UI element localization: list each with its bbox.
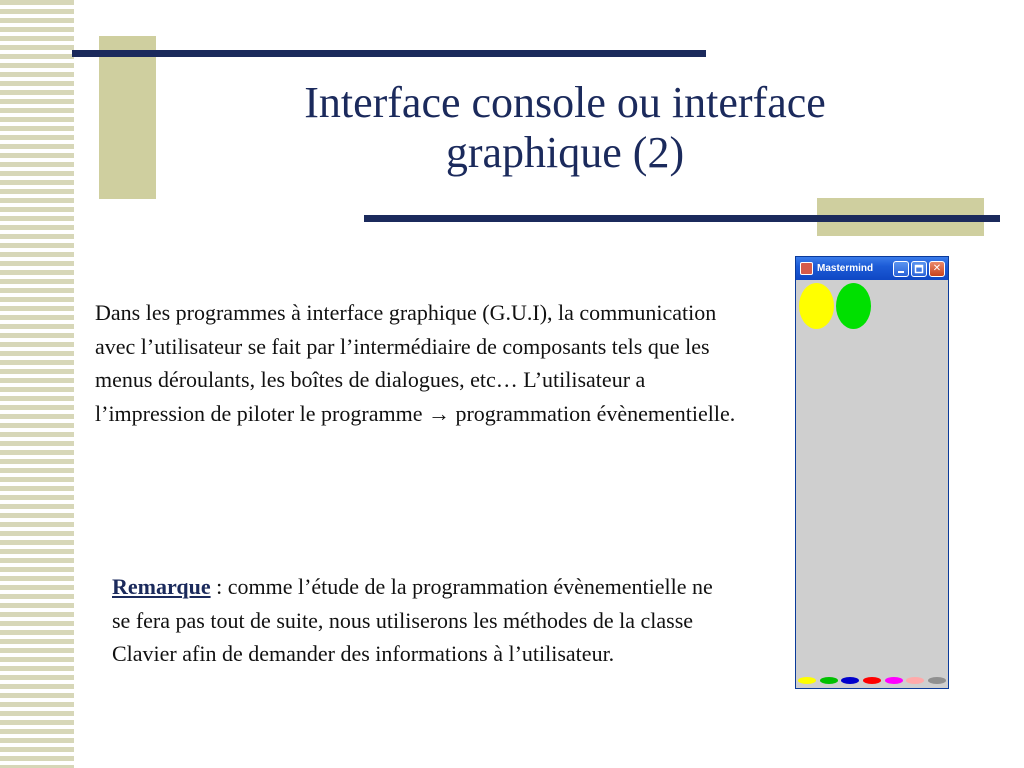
app-icon <box>800 262 813 275</box>
body-paragraph <box>95 296 755 430</box>
palette-swatch[interactable] <box>820 677 838 684</box>
body-text: Dans les programmes à interface graphique (G.U.I), la communication avec l’utilisateur se fait par l’intermédiaire de composants tels que les menus déroulants, les boîtes de dialogues, etc… L’utilisateur a l’impression de piloter le programme <box>95 300 717 426</box>
slide-title <box>230 78 900 178</box>
palette-swatch[interactable] <box>798 677 816 684</box>
window-title: Mastermind <box>817 263 874 274</box>
close-icon[interactable]: ✕ <box>929 261 945 277</box>
remark-paragraph <box>112 570 732 671</box>
title-rule-bottom <box>364 215 1000 222</box>
palette-swatch[interactable] <box>906 677 924 684</box>
peg-green[interactable] <box>836 283 871 329</box>
palette-swatch[interactable] <box>928 677 946 684</box>
decorative-stripe-band <box>0 0 74 768</box>
title-line-2: graphique (2) <box>445 128 685 177</box>
palette-swatch[interactable] <box>885 677 903 684</box>
palette-swatch[interactable] <box>841 677 859 684</box>
peg-yellow[interactable] <box>799 283 834 329</box>
title-line-1: Interface console ou interface <box>304 78 826 127</box>
decorative-tan-block <box>99 36 156 199</box>
palette-swatch[interactable] <box>863 677 881 684</box>
body-text-tail: programmation évènementielle. <box>455 400 736 426</box>
remark-label: Remarque <box>112 574 211 599</box>
minimize-icon[interactable] <box>893 261 909 277</box>
remark-text: : comme l’étude de la programmation évènementielle ne se fera pas tout de suite, nous utiliserons les méthodes de la classe Clavier afin de demander des informations à l’utilisateur. <box>112 574 713 666</box>
arrow-icon: → <box>427 400 450 426</box>
maximize-icon[interactable] <box>911 261 927 277</box>
title-rule-top <box>72 50 706 57</box>
window-titlebar[interactable] <box>796 257 948 280</box>
mastermind-window <box>795 256 949 689</box>
color-palette <box>798 677 946 685</box>
